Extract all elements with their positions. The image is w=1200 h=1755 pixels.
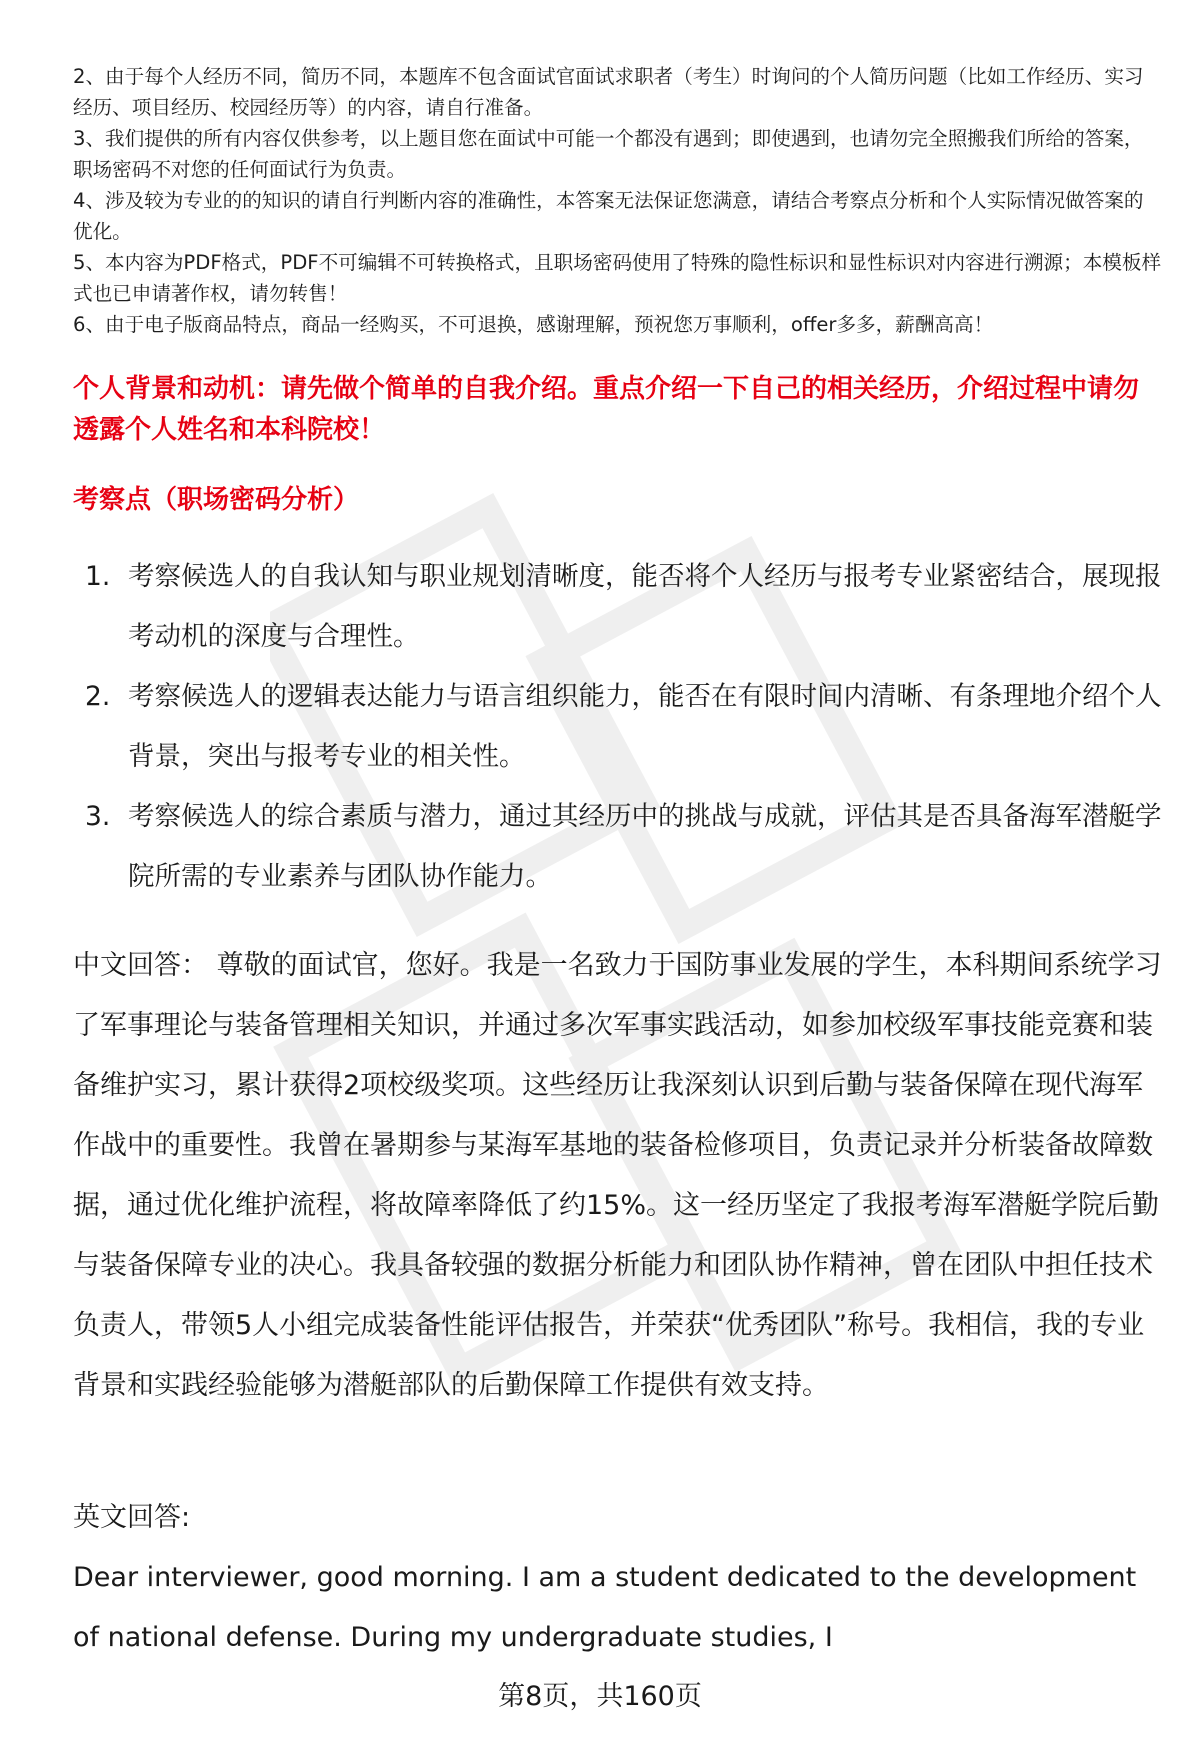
notice-item: 6、由于电子版商品特点，商品一经购买，不可退换，感谢理解，预祝您万事顺利，offer多多，薪酬高高！	[73, 313, 994, 336]
point-text: 考察候选人的自我认知与职业规划清晰度，能否将个人经历与报考专业紧密结合，展现报考动机的深度与合理性。	[128, 561, 1162, 652]
assessment-points-heading: 考察点（职场密码分析）	[73, 485, 360, 515]
notice-item: 2、由于每个人经历不同，简历不同，本题库不包含面试官面试求职者（考生）时询问的个人简历问题（比如工作经历、实习经历、项目经历、校园经历等）的内容，请自行准备。	[73, 65, 1144, 119]
point-number: 3.	[85, 801, 111, 832]
point-number: 2.	[85, 681, 111, 712]
english-answer-label: 英文回答:	[73, 1502, 191, 1533]
english-answer: Dear interviewer, good morning. I am a student dedicated to the development of national defense. During my undergraduate studies, I	[73, 1562, 1137, 1653]
notice-item: 4、涉及较为专业的的知识的请自行判断内容的准确性，本答案无法保证您满意，请结合考察点分析和个人实际情况做答案的优化。	[73, 189, 1144, 243]
notice-item: 3、我们提供的所有内容仅供参考，以上题目您在面试中可能一个都没有遇到；即使遇到，也请勿完全照搬我们所给的答案，职场密码不对您的任何面试行为负责。	[73, 127, 1144, 181]
point-number: 1.	[85, 561, 111, 592]
assessment-point	[73, 547, 1163, 667]
question-heading: 个人背景和动机：请先做个简单的自我介绍。重点介绍一下自己的相关经历，介绍过程中请勿透露个人姓名和本科院校！	[73, 374, 1140, 445]
point-text: 考察候选人的逻辑表达能力与语言组织能力，能否在有限时间内清晰、有条理地介绍个人背景，突出与报考专业的相关性。	[128, 681, 1162, 772]
notice-list	[73, 61, 1163, 340]
notice-item: 5、本内容为PDF格式，PDF不可编辑不可转换格式，且职场密码使用了特殊的隐性标识和显性标识对内容进行溯源；本模板样式也已申请著作权，请勿转售！	[73, 251, 1162, 305]
page-number: 第8页，共160页	[498, 1681, 702, 1712]
chinese-answer: 中文回答： 尊敬的面试官，您好。我是一名致力于国防事业发展的学生，本科期间系统学习了军事理论与装备管理相关知识，并通过多次军事实践活动，如参加校级军事技能竞赛和装备维护实习，累计获得2项校级奖项。这些经历让我深刻认识到后勤与装备保障在现代海军作战中的重要性。我曾在暑期参与某海军基地的装备检修项目，负责记录并分析装备故障数据，通过优化维护流程，将故障率降低了约15%。这一经历坚定了我报考海军潜艇学院后勤与装备保障专业的决心。我具备较强的数据分析能力和团队协作精神，曾在团队中担任技术负责人，带领5人小组完成装备性能评估报告，并荣获“优秀团队”称号。我相信，我的专业背景和实践经验能够为潜艇部队的后勤保障工作提供有效支持。	[73, 950, 1162, 1401]
assessment-point	[73, 667, 1163, 787]
assessment-point	[73, 787, 1163, 907]
assessment-points-list	[73, 547, 1163, 907]
point-text: 考察候选人的综合素质与潜力，通过其经历中的挑战与成就，评估其是否具备海军潜艇学院所需的专业素养与团队协作能力。	[128, 801, 1162, 892]
